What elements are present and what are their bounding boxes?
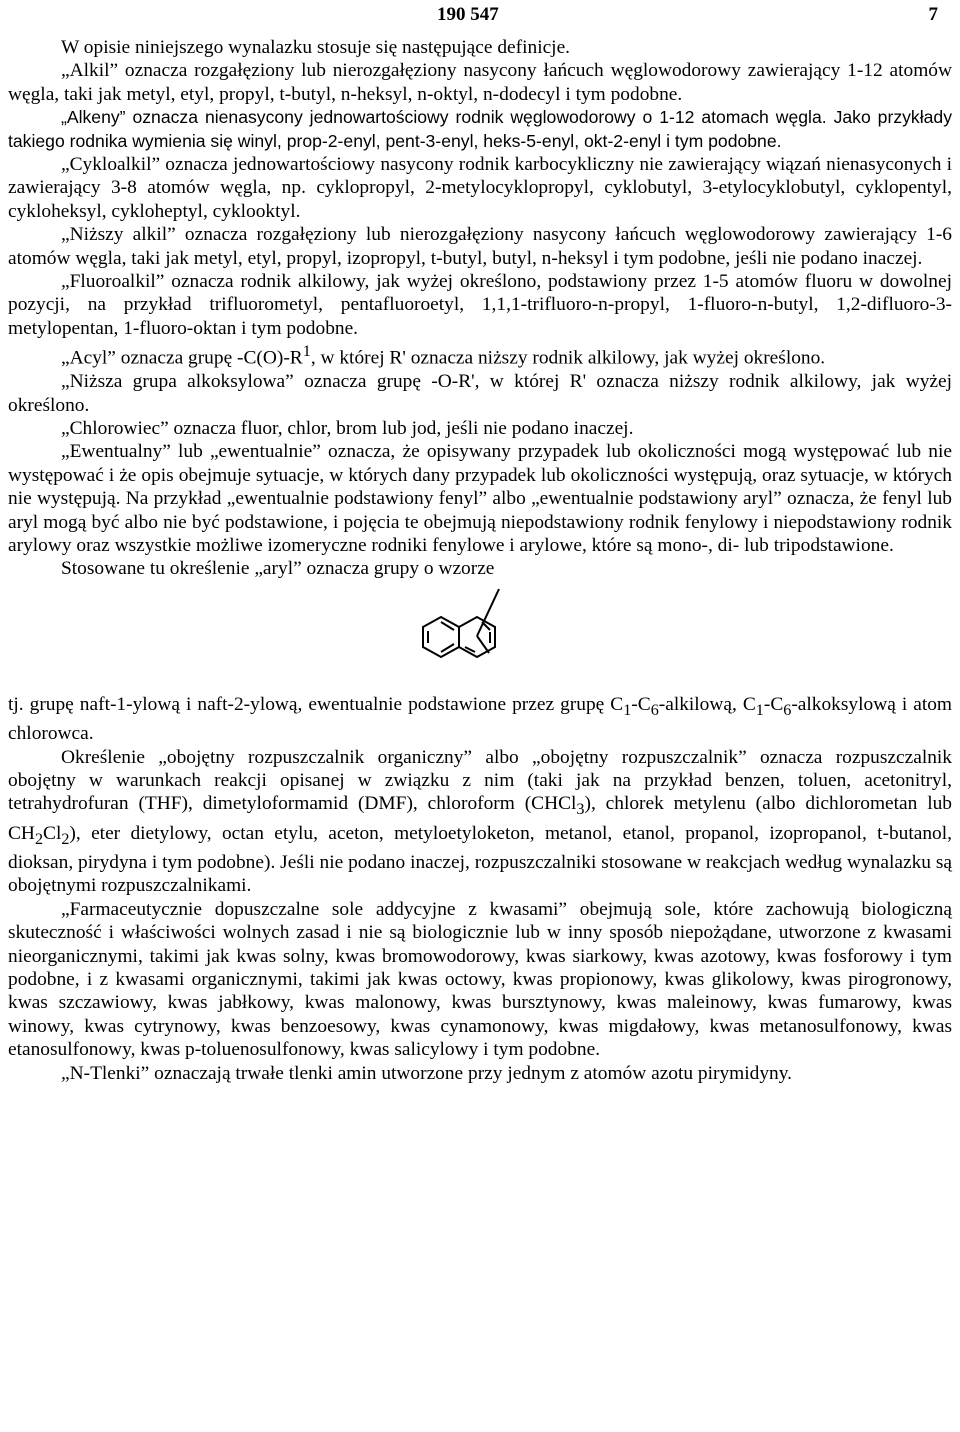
rozp-text-b: ), chlorek metylenu (albo dichlorometan lub CH: [8, 793, 952, 844]
page-number: 7: [928, 4, 938, 25]
paragraph-naftyl: [8, 693, 952, 746]
naft-sub-2: 6: [650, 701, 659, 719]
paragraph-alkoksyl: „Niższa grupa alkoksylowa” oznacza grupę -O-R', w której R' oznacza niższy rodnik alkilowy, jak wyżej określono.: [8, 371, 952, 416]
paragraph-chlorowiec: „Chlorowiec” oznacza fluor, chlor, brom lub jod, jeśli nie podano inaczej.: [61, 417, 634, 439]
rozp-text-a: Określenie „obojętny rozpuszczalnik organiczny” albo „obojętny rozpuszczalnik” oznacza rozpuszczalnik obojętny w warunkach reakcji opisanej w związku z nim (taki jak na przykład benzen, toluen, acetonitryl, tetrahydrofuran (THF), dimetyloformamid (DMF), chloroform (CHCl: [8, 746, 952, 815]
rozp-sub-2: 2: [34, 830, 44, 848]
paragraph-ewentualny: „Ewentualny” lub „ewentualnie” oznacza, że opisywany przypadek lub okoliczności mogą występować lub nie występować i że opis obejmuje sytuacje, w których dany przypadek lub okoliczności występują, oraz sytuacje, w których nie występują. Na przykład „ewentualnie podstawiony fenyl” albo „ewentualnie podstawiony aryl” oznacza, że fenyl lub aryl mogą być albo nie być podstawione, i pojęcia te obejmują niepodstawiony rodnik fenylowy i niepodstawiony rodnik arylowy oraz wszystkie możliwe izomeryczne rodniki fenylowe i arylowe, które są mono-, di- lub tripodstawione.: [8, 441, 952, 556]
rozp-text-c: Cl: [43, 822, 62, 844]
paragraph-alkil: „Alkil” oznacza rozgałęziony lub nierozgałęziony nasycony łańcuch węglowodorowy zawierający 1-12 atomów węgla, taki jak metyl, etyl, propyl, t-butyl, n-heksyl, n-oktyl, n-dodecyl i tym podobne.: [8, 60, 952, 105]
page-header: [0, 4, 960, 28]
document-body: [8, 36, 952, 1085]
naft-text-b: -C: [631, 693, 651, 715]
structure-figure: [8, 581, 952, 693]
rozp-text-d: ), eter dietylowy, octan etylu, aceton, metyloetyloketon, metanol, etanol, propanol, izopropanol, t-butanol, dioksan, pirydyna i tym podobne). Jeśli nie podano inaczej, rozpuszczalniki stosowane w reakcjach według wynalazku są obojętnymi rozpuszczalnikami.: [8, 822, 952, 897]
paragraph-sole: „Farmaceutycznie dopuszczalne sole addycyjne z kwasami” obejmują sole, które zachowują biologiczną skuteczność i właściwości wolnych zasad i nie są biologicznie lub w inny sposób niepożądane, utworzone z kwasami nieorganicznymi, takimi jak kwas solny, kwas bromowodorowy, kwas siarkowy, kwas azotowy, kwas fosforowy i tym podobne, i z kwasami organicznymi, takimi jak kwas octowy, kwas propionowy, kwas glikolowy, kwas pirogronowy, kwas szczawiowy, kwas jabłkowy, kwas malonowy, kwas bursztynowy, kwas maleinowy, kwas fumarowy, kwas winowy, kwas cytrynowy, kwas benzoesowy, kwas cynamonowy, kwas migdałowy, kwas metanosulfonowy, kwas etanosulfonowy, kwas p-toluenosulfonowy, kwas salicylowy i tym podobne.: [8, 898, 952, 1061]
acyl-text-b: , w której R' oznacza niższy rodnik alkilowy, jak wyżej określono.: [310, 347, 826, 369]
rozp-sub-3: 2: [61, 830, 70, 848]
naft-text-a: tj. grupę naft-1-ylową i naft-2-ylową, ewentualnie podstawione przez grupę C: [8, 693, 624, 715]
naft-text-c: -alkilową, C: [658, 693, 756, 715]
paragraph-rozpuszczalnik: [8, 746, 952, 898]
rozp-sub-1: 3: [576, 801, 585, 819]
naft-sub-3: 1: [755, 701, 764, 719]
naft-text-e: -alkoksylową i atom chlorowca.: [8, 693, 953, 745]
paragraph-nizszy-alkil: „Niższy alkil” oznacza rozgałęziony lub nierozgałęziony nasycony łańcuch węglowodorowy zawierający 1-6 atomów węgla, taki jak metyl, etyl, propyl, izopropyl, t-butyl, butyl, n-heksyl i tym podobne, jeśli nie podano inaczej.: [8, 224, 952, 269]
naphthyl-structure-icon: [413, 581, 533, 689]
paragraph-fluoroalkil: „Fluoroalkil” oznacza rodnik alkilowy, jak wyżej określono, podstawiony przez 1-5 atomów fluoru w dowolnej pozycji, na przykład trifluorometyl, pentafluoroetyl, 1,1,1-trifluoro-n-propyl, 1-fluoro-n-butyl, 1,2-difluoro-3-metylopentan, 1-fluoro-oktan i tym podobne.: [8, 271, 952, 339]
paragraph-n-tlenki: „N-Tlenki” oznaczają trwałe tlenki amin utworzone przy jednym z atomów azotu pirymidyny.: [61, 1062, 793, 1084]
paragraph-alkeny: „Alkeny” oznacza nienasycony jednowartościowy rodnik węglowodorowy o 1-12 atomach węgla. Jako przykłady takiego rodnika wymienia się winyl, prop-2-enyl, pent-3-enyl, heks-5-enyl, okt-2-enyl i tym podobne.: [8, 107, 952, 151]
paragraph-aryl: Stosowane tu określenie „aryl” oznacza grupy o wzorze: [61, 558, 495, 580]
paragraph-intro: W opisie niniejszego wynalazku stosuje się następujące definicje.: [61, 37, 571, 58]
patent-number: 190 547: [437, 4, 499, 25]
paragraph-cykloalkil: „Cykloalkil” oznacza jednowartościowy nasycony rodnik karbocykliczny nie zawierający wiązań nienasyconych i zawierający 3-8 atomów węgla, np. cyklopropyl, 2-metylocyklopropyl, cyklobutyl, 3-etylocyklobutyl, cyklopentyl, cykloheksyl, cykloheptyl, cyklooktyl.: [8, 154, 952, 222]
acyl-superscript: 1: [302, 343, 311, 361]
acyl-text-a: „Acyl” oznacza grupę -C(O)-R: [61, 347, 303, 369]
naft-sub-1: 1: [623, 701, 632, 719]
naft-text-d: -C: [763, 693, 784, 715]
naft-sub-4: 6: [783, 701, 792, 719]
paragraph-acyl: [8, 340, 952, 370]
